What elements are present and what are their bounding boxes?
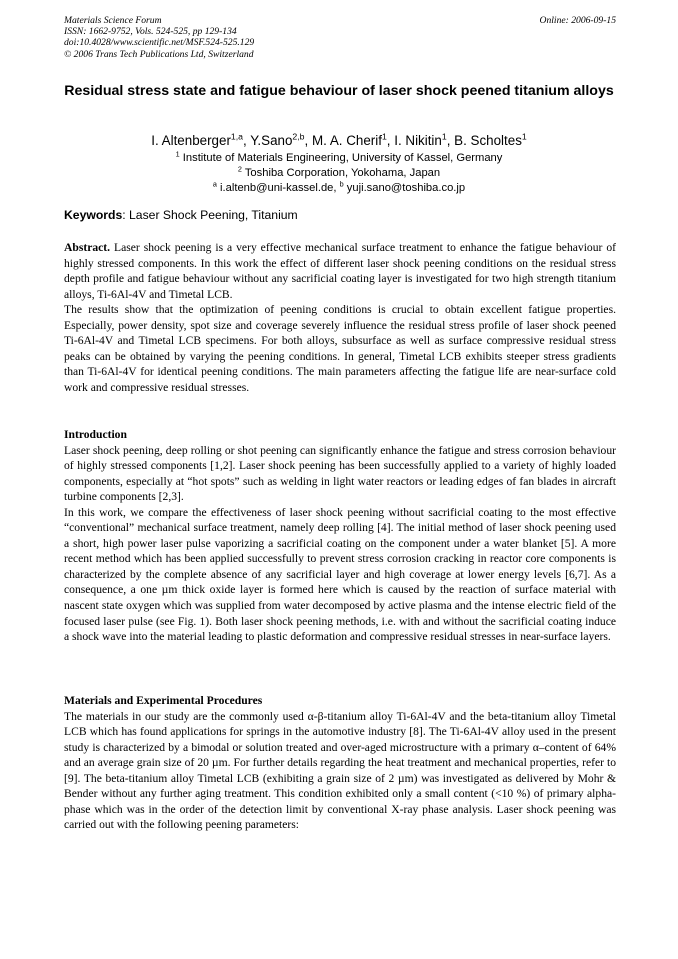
affiliation: $^1$ Institute of Materials Engineering, University of Kassel, Germany — [175, 149, 503, 164]
section-heading: Materials and Experimental Procedures — [64, 694, 263, 707]
materials-section — [64, 693, 616, 833]
section-heading: Introduction — [64, 428, 127, 441]
paper-title: Residual stress state and fatigue behaviour of laser shock peened titanium alloys — [64, 83, 614, 99]
journal-name: Materials Science Forum — [64, 15, 162, 26]
abstract-paragraph: Abstract. Laser shock peening is a very effective mechanical surface treatment to enhance the fatigue behaviour of highly stressed components. In this work the effect of different laser shock peening conditions on the residual stress depth profile and fatigue behaviour without any sacrificial coating layer is investigated for two high strength titanium alloys, Ti-6Al-4V and Timetal LCB. — [64, 241, 616, 301]
author-emails: $^a$ i.altenb@uni-kassel.de, $^b$ yuji.sano@toshiba.co.jp — [212, 179, 466, 194]
author-list — [40, 132, 638, 149]
body-paragraph: Laser shock peening, deep rolling or shot peening can significantly enhance the fatigue and stress corrosion behaviour of highly stressed components [1,2]. Laser shock peening has been successfully applied to a variety of highly loaded components, especially at “hot spots” such as welding in light water reactors or leading edges of fan blades in aircraft turbine components [2,3]. — [64, 443, 616, 504]
author: I. Nikitin$^1$, — [394, 131, 455, 148]
email-link[interactable]: yuji.sano@toshiba.co.jp — [346, 182, 466, 194]
issn-line: ISSN: 1662-9752, Vols. 524-525, pp 129-134 — [64, 26, 237, 38]
author: Y.Sano$^{2,b}$, — [250, 131, 312, 148]
copyright-line: © 2006 Trans Tech Publications Ltd, Switzerland — [64, 48, 254, 60]
abstract-section — [64, 240, 616, 395]
keywords-text: : Laser Shock Peening, Titanium — [122, 208, 298, 222]
keywords — [64, 207, 616, 223]
author: B. Scholtes$^1$ — [454, 131, 527, 148]
author: M. A. Cherif$^1$, — [311, 131, 395, 148]
abstract-paragraph: The results show that the optimization of peening conditions is crucial to obtain excellent fatigue properties. Especially, power density, spot size and coverage severely influence the residual stress profile of laser shock peened Ti-6Al-4V and Timetal LCB specimens. For both alloys, subsurface as well as surface compressive residual stress peaks can be obtained by varying the peening conditions. In general, Timetal LCB exhibits steeper stress gradients than Ti-6Al-4V for identical peening conditions. The main parameters affecting the fatigue life are near-surface cold work and compressive residual stresses. — [64, 303, 616, 394]
email-link[interactable]: i.altenb@uni-kassel.de, — [220, 182, 340, 194]
body-paragraph: In this work, we compare the effectiveness of laser shock peening without sacrificial coating to the most effective “conventional” mechanical surface treatment, namely deep rolling [4]. The initial method of laser shock peening used a short, high power laser pulse vaporizing a sacrificial coating on the component under a water blanket [5]. A more recent method which has been applied successfully to prevent stress corrosion cracking in reactor core components is characterized by the complete absence of any sacrificial layer and high coverage at lower energy levels [6,7]. As a consequence, a one µm thick oxide layer is formed here which is caused by the reaction of surface material with nascent state oxygen which was supplied from water decomposed by active plasma and the intense electric field of the focused laser pulse (see Fig. 1). Both laser shock peening methods, i.e. with and without the sacrificial coating induce a shock wave into the material leading to plastic deformation and compressive residual stresses in near-surface layers. — [64, 505, 616, 644]
abstract-label: Abstract. — [64, 241, 111, 254]
affiliation: $^2$ Toshiba Corporation, Yokohama, Japan — [237, 164, 441, 179]
online-date: Online: 2006-09-15 — [539, 15, 616, 26]
keywords-label: Keywords — [64, 208, 123, 222]
doi-line: doi:10.4028/www.scientific.net/MSF.524-525.129 — [64, 37, 255, 49]
introduction-section — [64, 427, 616, 645]
body-paragraph: The materials in our study are the commonly used α-β-titanium alloy Ti-6Al-4V and the beta-titanium alloy Timetal LCB which has found applications for springs in the automotive industry [8]. The Ti-6Al-4V alloy used in the present study is characterized by a bimodal or solution treated and over-aged microstructure with a primary α–content of 64% and an average grain size of 20 µm. For further details regarding the heat treatment and mechanical properties, refer to [9]. The beta-titanium alloy Timetal LCB (exhibiting a grain size of 2 µm) was investigated as delivered by Mohr & Bender without any further aging treatment. This condition exhibited only a small content (<10 %) of primary alpha-phase which was in the order of the detection limit by conventional X-ray phase analysis. Laser shock peening was carried out with the following peening parameters: — [64, 709, 616, 832]
journal-header — [64, 15, 616, 60]
author: I. Altenberger$^{1,a}$, — [151, 131, 251, 148]
